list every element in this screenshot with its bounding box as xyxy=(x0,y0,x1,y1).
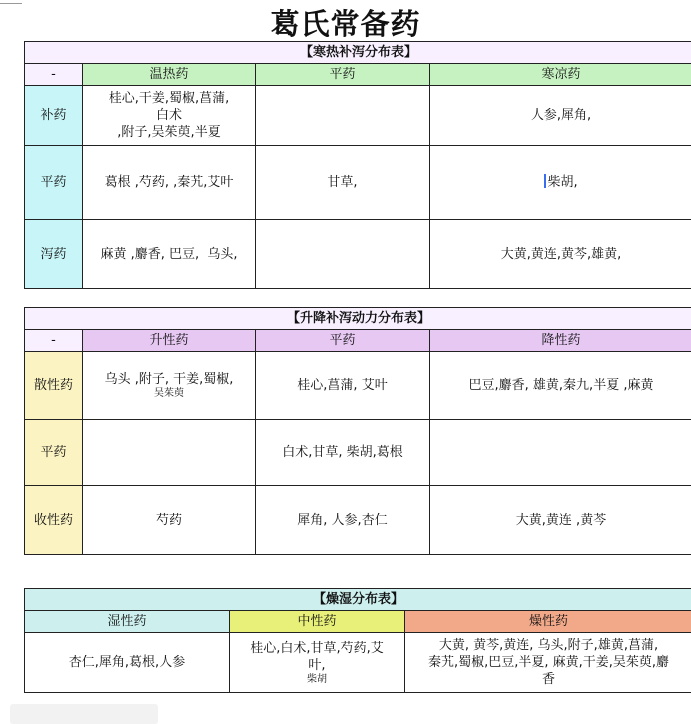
table1-cell-neutral-neutral[interactable]: 甘草, xyxy=(256,146,430,220)
table1-cell-purge-warm[interactable]: 麻黄 ,麝香, 巴豆, 乌头, xyxy=(83,220,256,289)
table2-cell-disperse-ascend[interactable] xyxy=(83,352,256,420)
page-title: 葛氏常备药 xyxy=(270,7,421,41)
table2-cell-astringe-ascend[interactable]: 芍药 xyxy=(83,486,256,555)
table2-header-descend[interactable]: 降性药 xyxy=(430,330,691,352)
table1-cell-purge-cold[interactable]: 大黄,黄连,黄芩,雄黄, xyxy=(430,220,691,289)
table1-corner[interactable]: - xyxy=(25,64,83,86)
table2-cell-neutral-descend[interactable] xyxy=(430,420,691,486)
table3-cell-dry[interactable]: 大黄, 黄芩,黄连, 乌头,附子,雄黄,菖蒲, 秦艽,蜀椒,巴豆,半夏, 麻黄,干姜,吴茱萸,麝 香 xyxy=(405,633,691,693)
table3-cell-neutral[interactable] xyxy=(230,633,405,693)
table1-cell-neutral-warm[interactable]: 葛根 ,芍药, ,秦艽,艾叶 xyxy=(83,146,256,220)
table2-cell-astringe-neutral[interactable]: 犀角, 人参,杏仁 xyxy=(256,486,430,555)
table2-header-ascend[interactable]: 升性药 xyxy=(83,330,256,352)
table2-cell-disperse-ascend-text: 乌头 ,附子, 干姜,蜀椒, xyxy=(104,372,234,387)
table2-cell-neutral-ascend[interactable] xyxy=(83,420,256,486)
ascend-descend-table xyxy=(24,307,691,555)
cold-heat-table xyxy=(24,41,691,289)
table2-cell-astringe-descend[interactable]: 大黄,黄连 ,黄芩 xyxy=(430,486,691,555)
table3-cell-neutral-extra: 柴胡 xyxy=(307,673,327,685)
table3-cell-neutral-text: 桂心,白术,甘草,芍药,艾 叶, xyxy=(250,640,384,673)
table2-cell-disperse-neutral[interactable]: 桂心,菖蒲, 艾叶 xyxy=(256,352,430,420)
table2-row-label-neutral[interactable]: 平药 xyxy=(25,420,83,486)
table2-cell-disperse-ascend-extra: 吴茱萸 xyxy=(154,388,184,399)
table1-row-label-purge[interactable]: 泻药 xyxy=(25,220,83,289)
table1-cell-neutral-cold-text: 柴胡, xyxy=(547,175,578,190)
table1-header-cold[interactable]: 寒凉药 xyxy=(430,64,691,86)
table1-header-warm[interactable]: 温热药 xyxy=(83,64,256,86)
table2-corner[interactable]: - xyxy=(25,330,83,352)
table1-cell-purge-neutral[interactable] xyxy=(256,220,430,289)
table2-header-neutral[interactable]: 平药 xyxy=(256,330,430,352)
table3-header-dry[interactable]: 燥性药 xyxy=(405,611,691,633)
table2-title: 【升降补泻动力分布表】 xyxy=(25,308,691,330)
table1-cell-tonic-neutral[interactable] xyxy=(256,86,430,146)
table2-row-label-disperse[interactable]: 散性药 xyxy=(25,352,83,420)
table3-cell-wet[interactable]: 杏仁,犀角,葛根,人参 xyxy=(25,633,230,693)
table3-header-neutral[interactable]: 中性药 xyxy=(230,611,405,633)
table1-header-neutral[interactable]: 平药 xyxy=(256,64,430,86)
table1-row-label-neutral[interactable]: 平药 xyxy=(25,146,83,220)
table2-cell-neutral-neutral[interactable]: 白术,甘草, 柴胡,葛根 xyxy=(256,420,430,486)
table1-row-label-tonic[interactable]: 补药 xyxy=(25,86,83,146)
table2-cell-disperse-descend[interactable]: 巴豆,麝香, 雄黄,秦九,半夏 ,麻黄 xyxy=(430,352,691,420)
dry-wet-table xyxy=(24,588,691,693)
table1-cell-tonic-cold[interactable]: 人参,犀角, xyxy=(430,86,691,146)
table3-title: 【燥湿分布表】 xyxy=(25,589,691,611)
table3-header-wet[interactable]: 湿性药 xyxy=(25,611,230,633)
table2-row-label-astringe[interactable]: 收性药 xyxy=(25,486,83,555)
table1-cell-tonic-warm[interactable]: 桂心,干姜,蜀椒,菖蒲, 白术 ,附子,吴茱萸,半夏 xyxy=(83,86,256,146)
bottom-status-strip xyxy=(10,704,158,724)
table1-cell-neutral-cold[interactable] xyxy=(430,146,691,220)
table1-title: 【寒热补泻分布表】 xyxy=(25,42,691,64)
